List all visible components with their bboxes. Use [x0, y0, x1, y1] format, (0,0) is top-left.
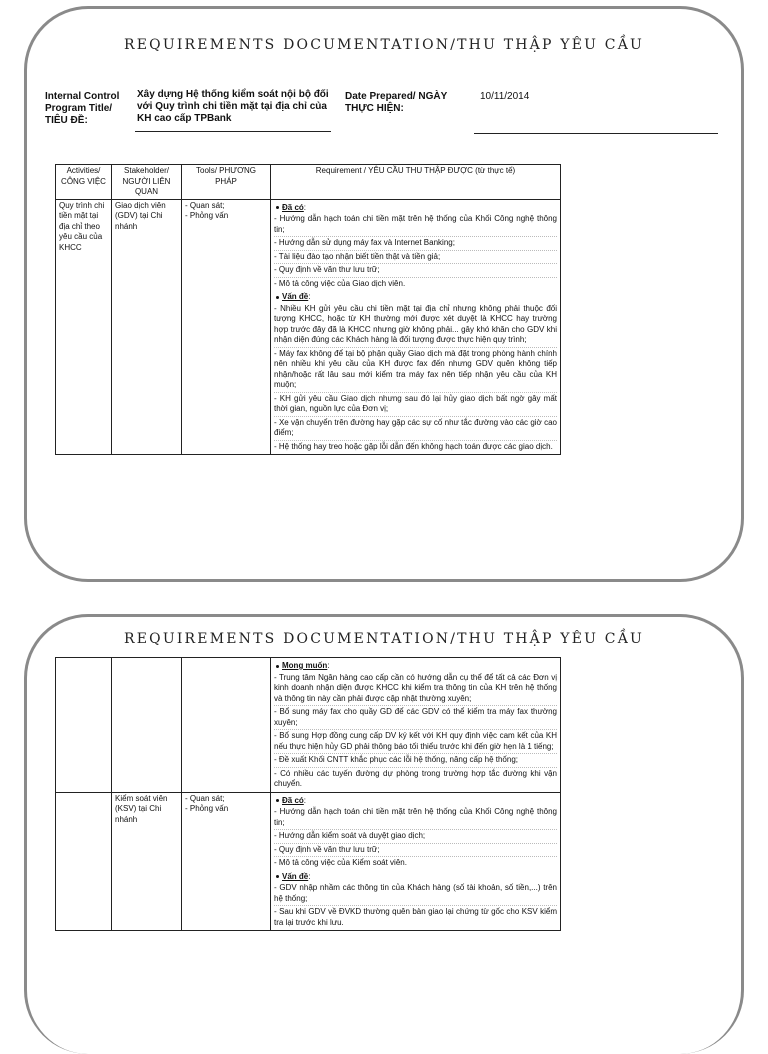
header-stakeholder: Stakeholder/ NGƯỜI LIÊN QUAN [112, 165, 182, 200]
stakeholder-cell [112, 658, 182, 793]
list-item: - Sau khi GDV về ĐVKD thường quên bàn giao lại chứng từ gốc cho KSV kiểm tra lại trước khi lưu. [274, 907, 557, 927]
activity-cell: Quy trình chi tiền mặt tại địa chỉ theo yêu cầu của KHCC [56, 199, 112, 455]
date-prepared-label: Date Prepared/ NGÀY THỰC HIỆN: [345, 91, 448, 114]
list-item: - Hướng dẫn hạch toán chi tiền mặt trên hệ thống của Khối Công nghệ thông tin; [274, 213, 557, 237]
list-item: - Đề xuất Khối CNTT khắc phục các lỗi hệ thống, nâng cấp hệ thống; [274, 754, 557, 768]
section-mong-muon: Mong muốn : - Trung tâm Ngân hàng cao cấp cần có hướng dẫn cụ thể để tất cả các Đơn vị kinh doanh nhận diện được KHCC khi kiểm tra thông tin của KH trên hệ thống và thông tin này cần phải được cập nhật thường xuyên; - Bổ sung máy fax cho quầy GD để các GDV có thể kiểm tra máy fax thường xuyên; - Bổ sung Hợp đồng cung cấp DV ký kết với KH quy định việc cam kết của KH nếu thực hiện hủy GD phải thông báo tối thiểu trước khi đến giờ hẹn là 1 tiếng; - Đề xuất Khối CNTT khắc phục các lỗi hệ thống, nâng cấp hệ thống; - Có nhiều các tuyến đường dự phòng trong trường hợp tắc đường khi vận chuyển. [274, 661, 557, 791]
table-header-row [56, 165, 561, 200]
list-item: - Hướng dẫn sử dụng máy fax và Internet Banking; [274, 237, 557, 251]
tool-item: - Phỏng vấn [185, 211, 229, 220]
list-item: - Xe vận chuyển trên đường hay gặp các sự cố như tắc đường vào các giờ cao điểm; [274, 417, 557, 441]
requirement-cell [271, 199, 561, 455]
list-item: - Hướng dẫn hạch toán chi tiền mặt trên hệ thống của Khối Công nghệ thông tin; [274, 806, 557, 830]
date-prepared-value: 10/11/2014 [480, 91, 530, 102]
bullet-icon [276, 799, 279, 802]
stakeholder-cell: Giao dịch viên (GDV) tại Chi nhánh [112, 199, 182, 455]
section-label: Đã có [282, 202, 304, 212]
list-item: - Bổ sung máy fax cho quầy GD để các GDV có thể kiểm tra máy fax thường xuyên; [274, 706, 557, 730]
header-tools: Tools/ PHƯƠNG PHÁP [182, 165, 271, 200]
list-item: - Quy định về văn thư lưu trữ; [274, 264, 557, 278]
list-item: - Máy fax không để tại bộ phận quầy Giao dịch mà đặt trong phòng hành chính nên nhiều khi yêu cầu của KH được fax đến nhưng GDV quên không tiếp nhận/hoặc rất lâu sau mới kiểm tra máy fax nên tiếp nhận yêu cầu của KH muộn; [274, 348, 557, 393]
section-van-de: Vấn đề : - Nhiều KH gửi yêu cầu chi tiền mặt tại địa chỉ nhưng không phải thuộc đối tượng KHCC, hoặc từ KH thường mới được xét duyệt là KHCC hay trường hợp trước đây đã là KHCC nhưng giờ không phải... gây khó khăn cho GDV khi nhận diện đúng các Khách hàng là đối tượng được thực hiện quy trình; - Máy fax không để tại bộ phận quầy Giao dịch mà đặt trong phòng hành chính nên nhiều khi yêu cầu của KH được fax đến nhưng GDV quên không tiếp nhận/hoặc rất lâu sau mới kiểm tra máy fax nên tiếp nhận yêu cầu của KH muộn; - KH gửi yêu cầu Giao dịch nhưng sau đó lại hủy giao dịch bất ngờ gây mất thời gian, nguồn lực của Đơn vị; - Xe vận chuyển trên đường hay gặp các sự cố như tắc đường vào các giờ cao điểm; - Hệ thống hay treo hoặc gặp lỗi dẫn đến không hạch toán được các giao dịch. [274, 292, 557, 453]
list-item: - Mô tả công việc của Giao dịch viên. [274, 278, 406, 288]
bullet-icon [276, 206, 279, 209]
table-row [56, 658, 561, 793]
tools-cell [182, 792, 271, 931]
section-da-co: Đã có : - Hướng dẫn hạch toán chi tiền mặt trên hệ thống của Khối Công nghệ thông tin; - Hướng dẫn kiểm soát và duyệt giao dịch; - Quy định về văn thư lưu trữ; - Mô tả công việc của Kiểm soát viên. [274, 796, 557, 870]
program-title-value: Xây dựng Hệ thống kiểm soát nội bộ đối với Quy trình chi tiền mặt tại địa chỉ của KH cao cấp TPBank [137, 89, 329, 124]
tool-item: - Quan sát; [185, 793, 225, 803]
section-label: Vấn đề [282, 292, 309, 301]
date-underline [474, 133, 718, 134]
requirements-table-page-2 [55, 657, 561, 931]
list-item: - Có nhiều các tuyến đường dự phòng trong trường hợp tắc đường khi vận chuyển. [274, 768, 557, 788]
stakeholder-cell: Kiểm soát viên (KSV) tại Chi nhánh [112, 792, 182, 931]
section-label: Vấn đề [282, 871, 309, 881]
bullet-icon [276, 665, 279, 668]
requirements-table-page-1 [55, 164, 561, 455]
section-label: Đã có [282, 795, 304, 805]
page-title: REQUIREMENTS DOCUMENTATION/THU THẬP YÊU CẦU [123, 631, 644, 647]
tool-item: - Quan sát; [185, 200, 225, 210]
list-item: - GDV nhập nhầm các thông tin của Khách hàng (số tài khoản, số tiền,...) trên hệ thống; [274, 882, 557, 906]
list-item: - Tài liệu đào tạo nhận biết tiền thật và tiền giả; [274, 251, 557, 265]
table-row [56, 792, 561, 931]
program-title-underline [135, 131, 331, 132]
header-requirement: Requirement / YÊU CẦU THU THẬP ĐƯỢC (từ thực tế) [271, 165, 561, 200]
list-item: - Quy định về văn thư lưu trữ; [274, 844, 557, 858]
document-page-1 [24, 6, 744, 582]
list-item: - Hướng dẫn kiểm soát và duyệt giao dịch; [274, 830, 557, 844]
list-item: - KH gửi yêu cầu Giao dịch nhưng sau đó lại hủy giao dịch bất ngờ gây mất thời gian, nguồn lực của Đơn vị; [274, 393, 557, 417]
section-da-co: Đã có : - Hướng dẫn hạch toán chi tiền mặt trên hệ thống của Khối Công nghệ thông tin; - Hướng dẫn sử dụng máy fax và Internet Banking; - Tài liệu đào tạo nhận biết tiền thật và tiền giả; - Quy định về văn thư lưu trữ; - Mô tả công việc của Giao dịch viên. [274, 203, 557, 291]
section-van-de: Vấn đề : - GDV nhập nhầm các thông tin của Khách hàng (số tài khoản, số tiền,...) trên hệ thống; - Sau khi GDV về ĐVKD thường quên bàn giao lại chứng từ gốc cho KSV kiểm tra lại trước khi lưu. [274, 872, 557, 930]
list-item: - Trung tâm Ngân hàng cao cấp cần có hướng dẫn cụ thể để tất cả các Đơn vị kinh doanh nhận diện được KHCC khi kiểm tra thông tin của KH trên hệ thống và thông tin này cần phải được cập nhật thường xuyên; [274, 672, 557, 707]
tool-item: - Phỏng vấn [185, 804, 229, 813]
bullet-icon [276, 875, 279, 878]
list-item: - Mô tả công việc của Kiểm soát viên. [274, 858, 407, 867]
list-item: - Hệ thống hay treo hoặc gặp lỗi dẫn đến không hạch toán được các giao dịch. [274, 441, 553, 451]
activity-cell [56, 658, 112, 793]
page-title: REQUIREMENTS DOCUMENTATION/THU THẬP YÊU CẦU [123, 37, 644, 53]
tools-cell [182, 199, 271, 455]
tools-cell [182, 658, 271, 793]
requirement-cell [271, 658, 561, 793]
list-item: - Bổ sung Hợp đồng cung cấp DV ký kết với KH quy định việc cam kết của KH nếu thực hiện hủy GD phải thông báo tối thiểu trước khi đến giờ hẹn là 1 tiếng; [274, 730, 557, 754]
requirement-cell [271, 792, 561, 931]
list-item: - Nhiều KH gửi yêu cầu chi tiền mặt tại địa chỉ nhưng không phải thuộc đối tượng KHCC, hoặc từ KH thường mới được xét duyệt là KHCC hay trường hợp trước đây đã là KHCC nhưng giờ không phải... gây khó khăn cho GDV khi nhận diện đúng các Khách hàng là đối tượng được thực hiện quy trình; [274, 303, 557, 348]
document-page-2 [24, 614, 744, 1054]
program-title-label: Internal Control Program Title/ TIÊU ĐỀ: [45, 91, 120, 126]
bullet-icon [276, 296, 279, 299]
activity-cell [56, 792, 112, 931]
header-activities: Activities/ CÔNG VIỆC [56, 165, 112, 200]
section-label: Mong muốn [282, 661, 328, 670]
table-row [56, 199, 561, 455]
